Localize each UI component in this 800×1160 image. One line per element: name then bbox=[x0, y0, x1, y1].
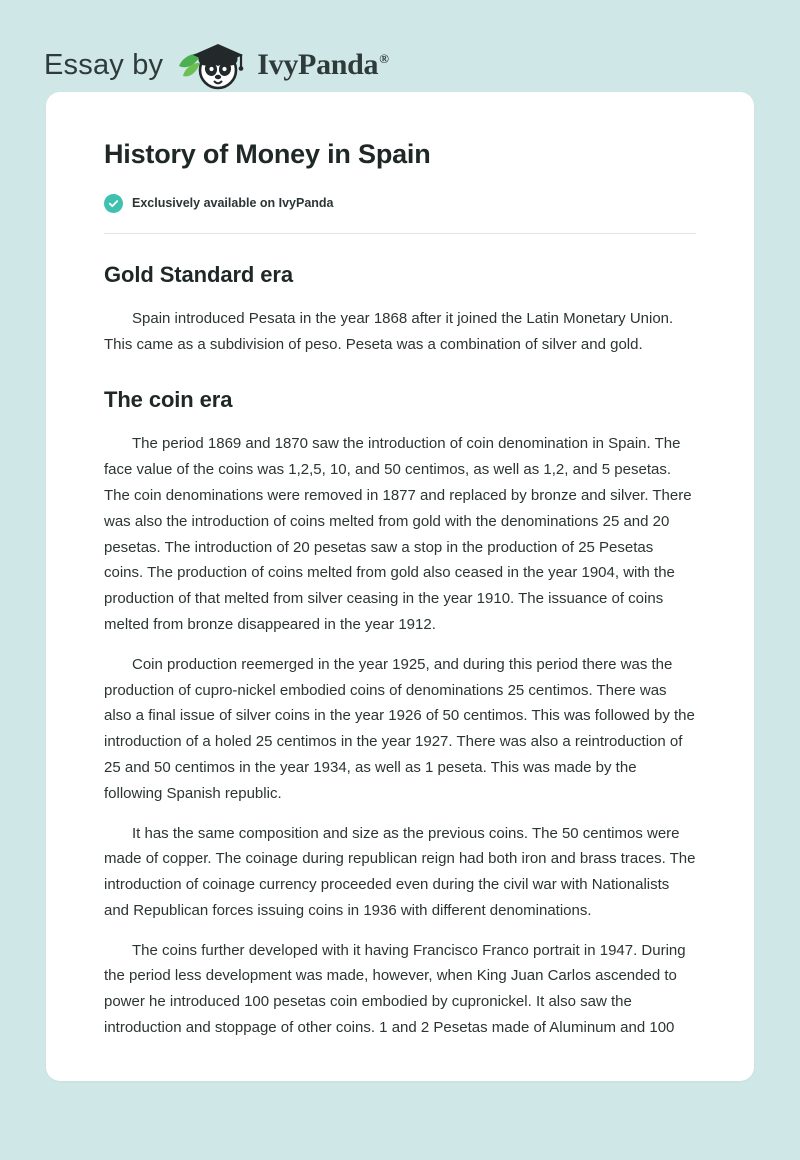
brand-name bbox=[257, 48, 388, 82]
paragraph: Spain introduced Pesata in the year 1868 after it joined the Latin Monetary Union. This came as a subdivision of peso. Peseta was a combination of silver and gold. bbox=[104, 309, 674, 353]
paragraph: Coin production reemerged in the year 1925, and during this period there was the production of cupro-nickel embodied coins of denominations 25 centimos. There was also a final issue of silver coins in the year 1926 of 50 centimos. This was followed by the introduction of a holed 25 centimos in the year 1927. There was also a reintroduction of 25 and 50 centimos in the year 1934, as well as 1 peseta. This was made by the following Spanish republic. bbox=[104, 655, 695, 802]
document-card bbox=[46, 92, 754, 1081]
paragraph: The coins further developed with it having Francisco Franco portrait in 1947. During the period less development was made, however, when King Juan Carlos ascended to power he introduced 100 pesetas coin embodied by cupronickel. It also saw the introduction and stoppage of other coins. 1 and 2 Pesetas made of Aluminum and 100 bbox=[104, 941, 686, 1037]
ivypanda-logo[interactable] bbox=[173, 36, 388, 94]
paragraph: It has the same composition and size as the previous coins. The 50 centimos were made of copper. The coinage during republican reign had both iron and brass traces. The introduction of coinage currency proceeded even during the civil war with Nationalists and Republican forces issuing coins in 1936 with different denominations. bbox=[104, 824, 696, 919]
page-title: History of Money in Spain bbox=[104, 139, 431, 169]
brand-header bbox=[0, 0, 800, 92]
section-heading-gold-standard-era: Gold Standard era bbox=[104, 261, 294, 287]
brand-name-text: IvyPanda bbox=[257, 48, 379, 81]
essay-by-label: Essay by bbox=[44, 48, 164, 81]
exclusive-badge bbox=[104, 194, 696, 234]
panda-graduate-logo-icon bbox=[173, 36, 251, 94]
check-circle-icon bbox=[104, 194, 123, 213]
registered-mark: ® bbox=[379, 51, 389, 66]
paragraph: The period 1869 and 1870 saw the introduction of coin denomination in Spain. The face value of the coins was 1,2,5, 10, and 50 centimos, as well as 1,2, and 5 pesetas. The coin denominations were removed in 1877 and replaced by bronze and silver. There was also the introduction of coins melted from gold with the denominations 25 and 20 pesetas. The introduction of 20 pesetas saw a stop in the production of 25 Pesetas coins. The production of coins melted from gold also ceased in the year 1904, with the production of that melted from silver ceasing in the year 1910. The issuance of coins melted from bronze disappeared in the year 1912. bbox=[104, 435, 692, 633]
section-heading-the-coin-era: The coin era bbox=[104, 387, 233, 413]
exclusive-badge-label: Exclusively available on IvyPanda bbox=[132, 196, 334, 211]
